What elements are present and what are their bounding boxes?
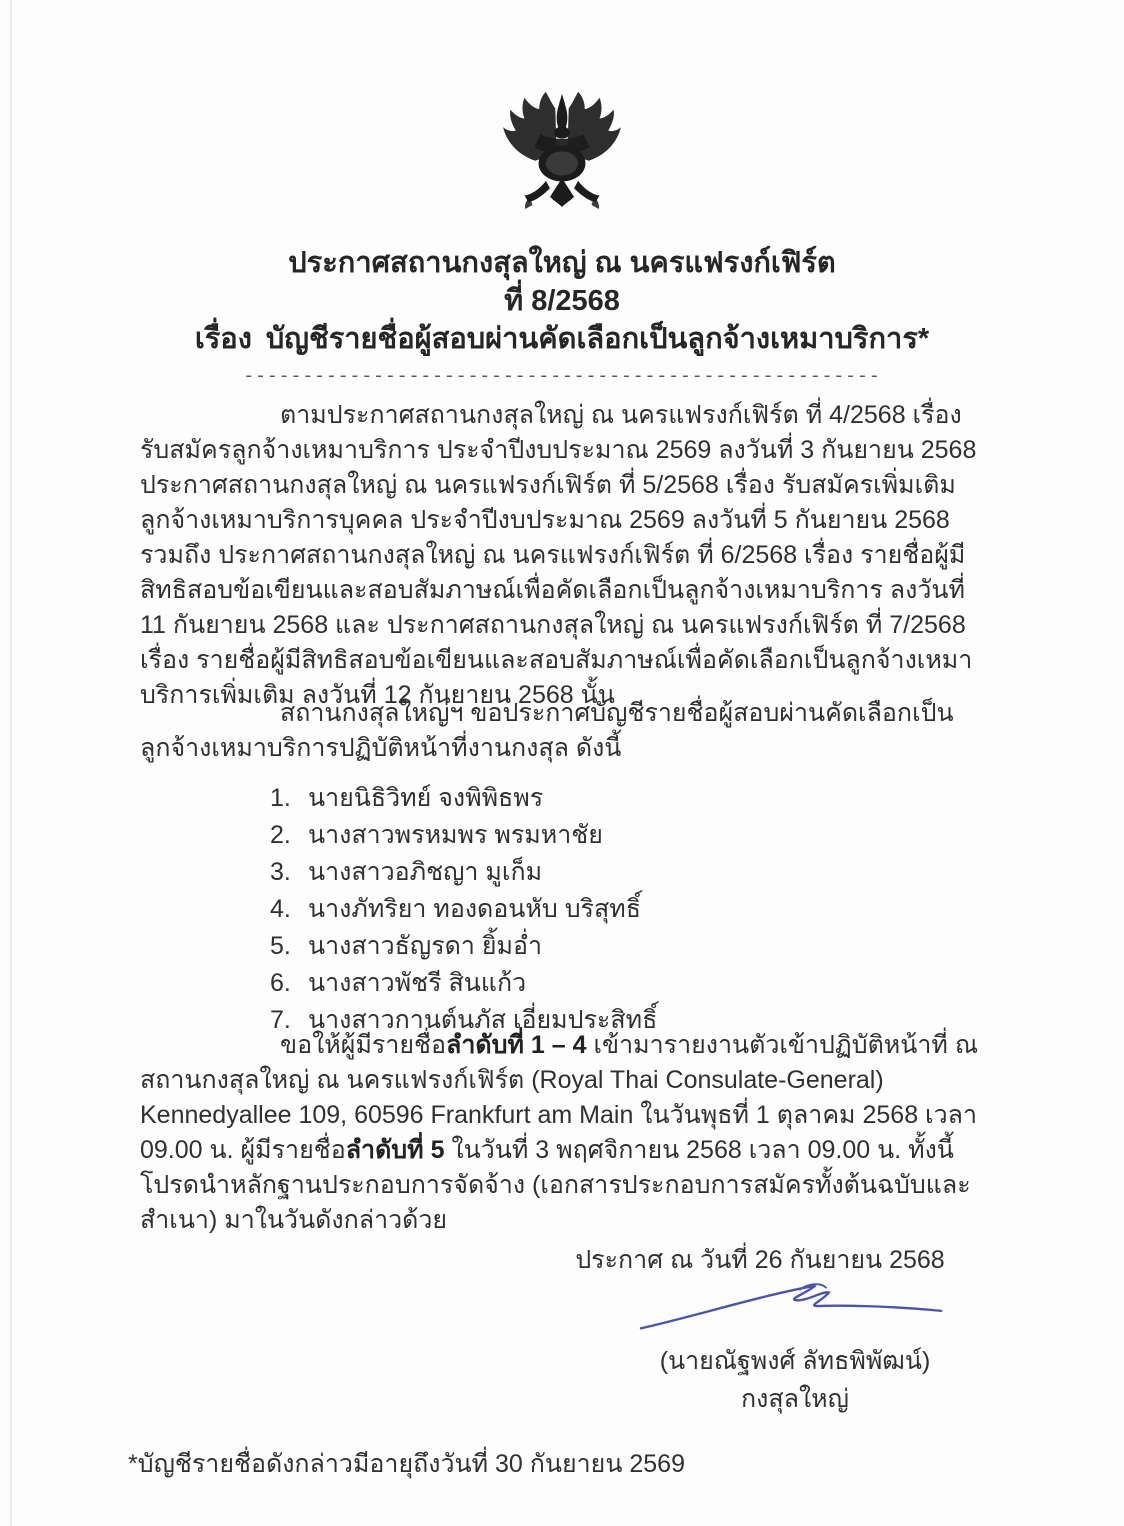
announcement-subject: [0, 320, 1124, 358]
announcement-date: ประกาศ ณ วันที่ 26 กันยายน 2568: [575, 1246, 945, 1274]
announcement-title: ประกาศสถานกงสุลใหญ่ ณ นครแฟรงก์เฟิร์ต: [288, 247, 836, 279]
passed-candidates-list: [270, 780, 657, 1039]
list-item-number: 6.: [270, 969, 291, 997]
signer-title: กงสุลใหญ่: [741, 1385, 849, 1413]
list-item-name: นางสาวพรหมพร พรมหาชัย: [308, 821, 603, 849]
list-item-number: 5.: [270, 932, 291, 960]
separator-dashes: ------------------------------------------------------: [243, 367, 881, 387]
list-item: [270, 891, 657, 928]
list-item-name: นางสาวธัญรดา ยิ้มอ่ำ: [308, 932, 543, 960]
signer-name: (นายณัฐพงศ์ ลัทธพิพัฒน์): [659, 1347, 931, 1375]
list-item-number: 4.: [270, 895, 291, 923]
p3-text: ในวันที่ 3 พฤศจิกายน 2568 เวลา 09.00 น. ทั้งนี้ โปรดนำหลักฐานประกอบการจัดจ้าง (เอกสารประกอบการสมัครทั้งต้นฉบับและสำเนา) มาในวันดังกล่าวด้วย: [140, 1136, 971, 1234]
scan-artifact-line: [10, 0, 12, 1526]
list-item: [270, 965, 657, 1002]
p3-bold-rank-5: ลำดับที่ 5: [345, 1136, 445, 1164]
signature-block: [575, 1276, 1015, 1418]
list-item: [270, 817, 657, 854]
list-item-name: นางสาวอภิชญา มูเก็ม: [308, 858, 543, 886]
list-item-name: นายนิธิวิทย์ จงพิพิธพร: [308, 784, 544, 812]
list-item-name: นางสาวกานต์นภัส เอี่ยมประสิทธิ์: [308, 1006, 658, 1034]
signature-image: [630, 1276, 960, 1338]
list-item-number: 7.: [270, 1006, 291, 1034]
title-block: [0, 244, 1124, 392]
list-item: [270, 854, 657, 891]
p3-bold-ranks-1-4: ลำดับที่ 1 – 4: [446, 1031, 587, 1059]
announcement-number: ที่ 8/2568: [504, 285, 620, 317]
paragraph-background: ตามประกาศสถานกงสุลใหญ่ ณ นครแฟรงก์เฟิร์ต ที่ 4/2568 เรื่อง รับสมัครลูกจ้างเหมาบริการ ประจำปีงบประมาณ 2569 ลงวันที่ 3 กันยายน 2568 ประกาศสถานกงสุลใหญ่ ณ นครแฟรงก์เฟิร์ต ที่ 5/2568 เรื่อง รับสมัครเพิ่มเติมลูกจ้างเหมาบริการบุคคล ประจำปีงบประมาณ 2569 ลงวันที่ 5 กันยายน 2568 รวมถึง ประกาศสถานกงสุลใหญ่ ณ นครแฟรงก์เฟิร์ต ที่ 6/2568 เรื่อง รายชื่อผู้มีสิทธิสอบข้อเขียนและสอบสัมภาษณ์เพื่อคัดเลือกเป็นลูกจ้างเหมาบริการ ลงวันที่ 11 กันยายน 2568 และ ประกาศสถานกงสุลใหญ่ ณ นครแฟรงก์เฟิร์ต ที่ 7/2568 เรื่อง รายชื่อผู้มีสิทธิสอบข้อเขียนและสอบสัมภาษณ์เพื่อคัดเลือกเป็นลูกจ้างเหมาบริการเพิ่มเติม ลงวันที่ 12 กันยายน 2568 นั้น: [140, 401, 977, 709]
subject-label: เรื่อง: [194, 323, 252, 355]
footnote-validity: *บัญชีรายชื่อดังกล่าวมีอายุถึงวันที่ 30 กันยายน 2569: [128, 1450, 685, 1478]
garuda-emblem-icon: [495, 72, 629, 233]
list-item-number: 1.: [270, 784, 291, 812]
p3-text: ขอให้ผู้มีรายชื่อ: [280, 1031, 447, 1059]
list-item-name: นางสาวพัชรี สินแก้ว: [308, 969, 527, 997]
subject-text: บัญชีรายชื่อผู้สอบผ่านคัดเลือกเป็นลูกจ้างเหมาบริการ*: [265, 323, 930, 355]
paragraph-reporting-instructions: [140, 1028, 998, 1238]
list-item: [270, 928, 657, 965]
list-item-number: 3.: [270, 858, 291, 886]
p3-text: เข้ามารายงานตัวเข้าปฏิบัติหน้าที่ ณ สถานกงสุลใหญ่ ณ นครแฟรงก์เฟิร์ต (Royal Thai Consulate-General) Kennedyallee 109, 60596 Frankfurt am Main ในวันพุธที่ 1 ตุลาคม 2568 เวลา 09.00 น. ผู้มีรายชื่อ: [140, 1031, 979, 1164]
list-item-name: นางภัทริยา ทองดอนหับ บริสุทธิ์: [308, 895, 641, 923]
list-item-number: 2.: [270, 821, 291, 849]
paragraph-announce-list: สถานกงสุลใหญ่ฯ ขอประกาศบัญชีรายชื่อผู้สอบผ่านคัดเลือกเป็นลูกจ้างเหมาบริการปฏิบัติหน้าที่งานกงสุล ดังนี้: [140, 699, 954, 762]
list-item: [270, 780, 657, 817]
